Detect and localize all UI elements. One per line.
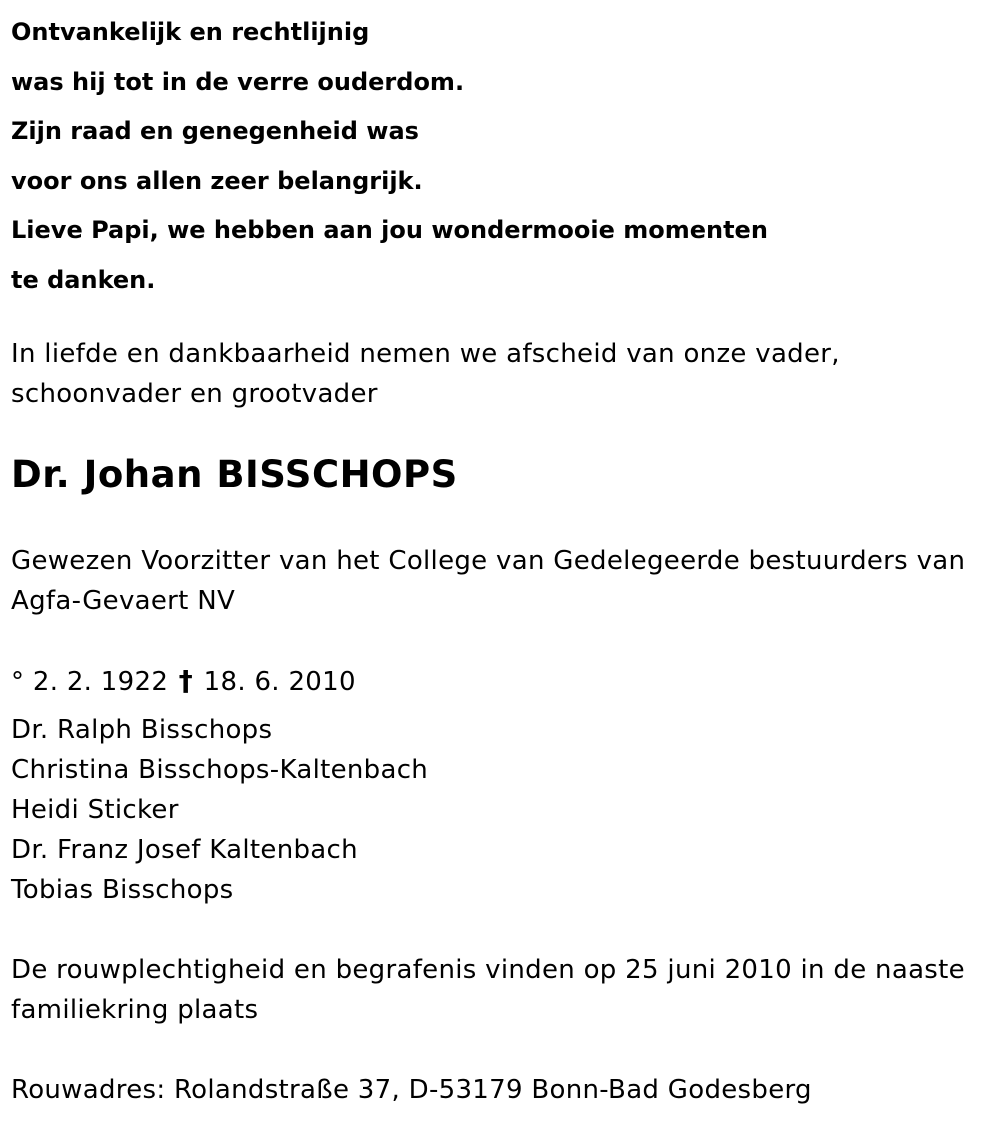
death-date: 18. 6. 2010 — [203, 667, 356, 697]
poem-line: voor ons allen zeer belangrijk. — [11, 166, 423, 195]
poem-line: Lieve Papi, we hebben aan jou wondermooie momenten — [11, 216, 768, 244]
poem — [11, 8, 768, 305]
intro-line: In liefde en dankbaarheid nemen we afscheid van onze vader, — [11, 339, 840, 369]
ceremony-line: familiekring plaats — [11, 995, 259, 1025]
family-member: Christina Bisschops-Kaltenbach — [11, 755, 429, 785]
ceremony-info — [11, 950, 965, 1030]
family-member: Dr. Ralph Bisschops — [11, 715, 273, 745]
poem-line: te danken. — [11, 265, 156, 294]
poem-line: Zijn raad en genegenheid was — [11, 117, 419, 145]
ceremony-line: De rouwplechtigheid en begrafenis vinden op 25 juni 2010 in de naaste — [11, 955, 965, 985]
intro-line: schoonvader en grootvader — [11, 379, 378, 409]
death-cross-icon: † — [178, 664, 194, 697]
family-member: Tobias Bisschops — [11, 875, 234, 905]
intro-text — [11, 334, 840, 414]
family-member: Dr. Franz Josef Kaltenbach — [11, 835, 358, 865]
poem-line: was hij tot in de verre ouderdom. — [11, 67, 465, 96]
title-line: Agfa-Gevaert NV — [11, 586, 236, 616]
title-line: Gewezen Voorzitter van het College van Gedelegeerde bestuurders van — [11, 546, 966, 576]
family-member: Heidi Sticker — [11, 795, 179, 825]
family-list — [11, 710, 428, 910]
mourning-address: Rouwadres: Rolandstraße 37, D-53179 Bonn-Bad Godesberg — [11, 1075, 812, 1105]
life-dates — [11, 661, 356, 702]
poem-line: Ontvankelijk en rechtlijnig — [11, 18, 370, 46]
deceased-title — [11, 541, 965, 621]
birth-date: ° 2. 2. 1922 — [11, 667, 169, 697]
deceased-name: Dr. Johan BISSCHOPS — [11, 453, 458, 496]
